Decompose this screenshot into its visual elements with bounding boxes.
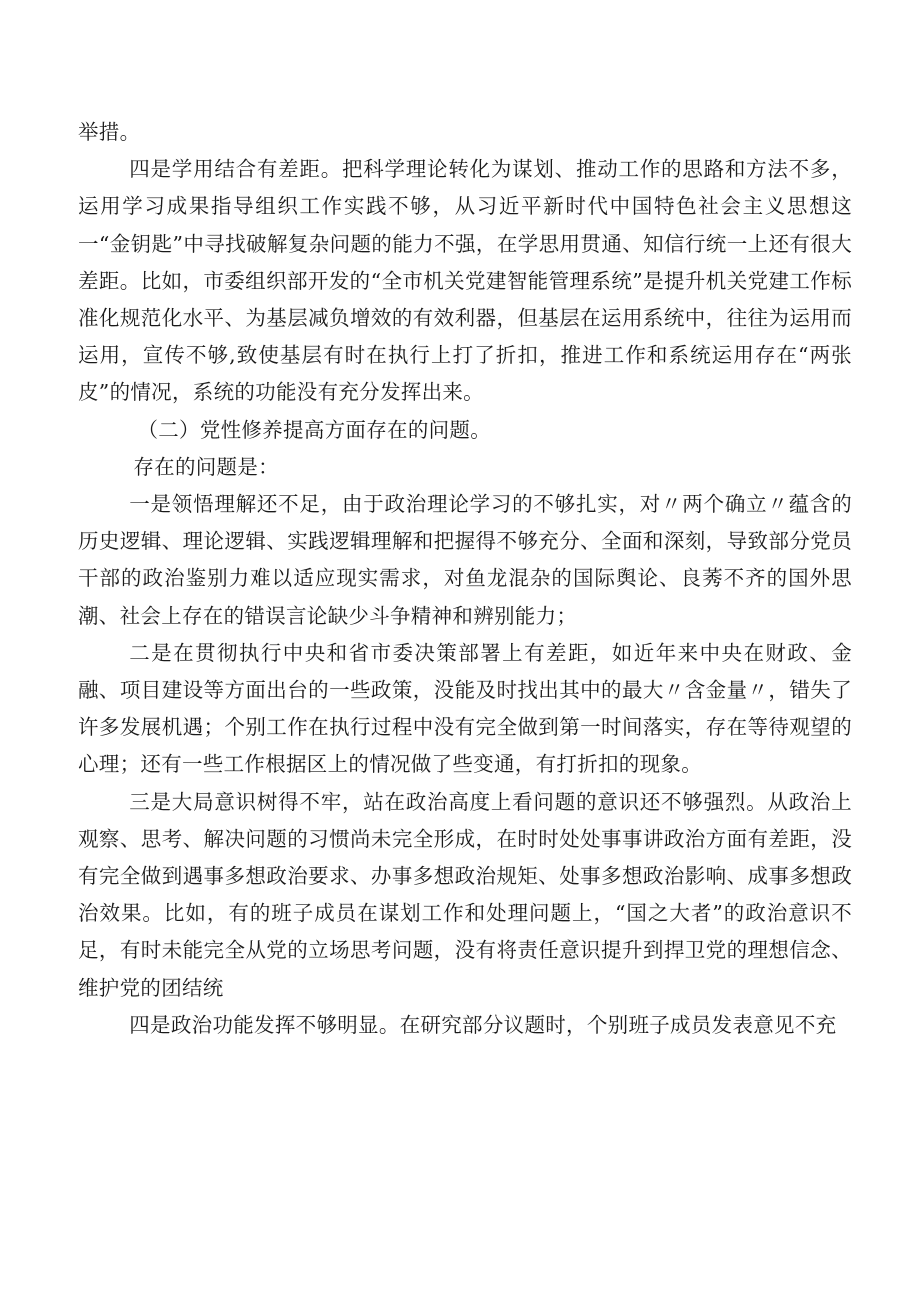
paragraph-problems-intro: 存在的问题是：	[133, 454, 279, 479]
paragraph-point-one: 一是领悟理解还不足，由于政治理论学习的不够扎实，对〃两个确立〃蕴含的历史逻辑、理论逻辑、实践逻辑理解和把握得不够充分、全面和深刻，导致部分党员干部的政治鉴别力难以适应现实需求，对鱼龙混杂的国际舆论、良莠不齐的国外思潮、社会上存在的错误言论缺少斗争精神和辨别能力；	[78, 492, 852, 628]
paragraph-continuation: 举措。	[78, 120, 141, 144]
document-page	[78, 114, 852, 1044]
paragraph-point-four-political: 四是政治功能发挥不够明显。在研究部分议题时，个别班子成员发表意见不充	[129, 1012, 837, 1037]
paragraph-point-two: 二是在贯彻执行中央和省市委决策部署上有差距，如近年来中央在财政、金融、项目建设等方面出台的一些政策，没能及时找出其中的最大〃含金量〃，错失了许多发展机遇；个别工作在执行过程中没有完全做到第一时间落实，存在等待观望的心理；还有一些工作根据区上的情况做了些变通，有打折扣的现象。	[78, 640, 852, 777]
paragraph-point-three: 三是大局意识树得不牢，站在政治高度上看问题的意识还不够强烈。从政治上观察、思考、解决问题的习惯尚未完全形成，在时时处处事事讲政治方面有差距，没有完全做到遇事多想政治要求、办事多想政治规矩、处事多想政治影响、成事多想政治效果。比如，有的班子成员在谋划工作和处理问题上，“国之大者”的政治意识不足，有时未能完全从党的立场思考问题，没有将责任意识提升到捍卫党的理想信念、维护党的团结统	[78, 789, 852, 1000]
paragraph-point-four-study: 四是学用结合有差距。把科学理论转化为谋划、推动工作的思路和方法不多，运用学习成果指导组织工作实践不够，从习近平新时代中国特色社会主义思想这一“金钥匙”中寻找破解复杂问题的能力不强，在学思用贯通、知信行统一上还有很大差距。比如，市委组织部开发的“全市机关党建智能管理系统”是提升机关党建工作标准化规范化水平、为基层减负增效的有效利器，但基层在运用系统中，往往为运用而运用，宣传不够,致使基层有时在执行上打了折扣，推进工作和系统运用存在“两张皮”的情况，系统的功能没有充分发挥出来。	[78, 157, 852, 405]
section-heading-party-spirit: （二）党性修养提高方面存在的问题。	[137, 417, 492, 442]
